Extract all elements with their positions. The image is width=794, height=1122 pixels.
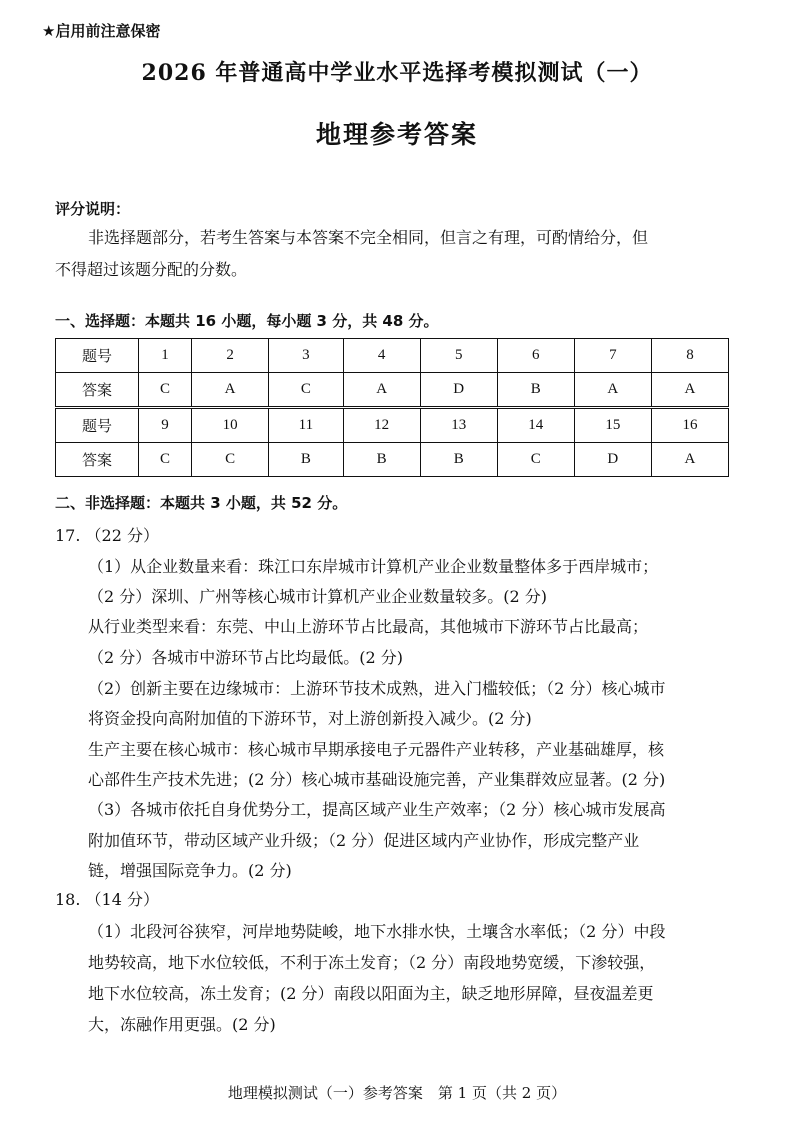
row-label-question: 题号 bbox=[56, 408, 139, 443]
answer-row-1 bbox=[56, 373, 729, 408]
answer-cell: C bbox=[192, 443, 269, 477]
question-number: 8 bbox=[651, 339, 728, 373]
confidential-label: ★启用前注意保密 bbox=[42, 22, 161, 40]
answer-cell: C bbox=[269, 373, 343, 408]
q17-line: 从行业类型来看：东莞、中山上游环节占比最高，其他城市下游环节占比最高； bbox=[88, 617, 649, 636]
answer-cell: B bbox=[497, 373, 574, 408]
q18-line: （1）北段河谷狭窄，河岸地势陡峻，地下水排水快，土壤含水率低；（2 分）中段 bbox=[88, 922, 666, 941]
q17-line: 将资金投向高附加值的下游环节，对上游创新投入减少。(2 分) bbox=[88, 709, 532, 728]
row-label-question: 题号 bbox=[56, 339, 139, 373]
question-number: 7 bbox=[574, 339, 651, 373]
answer-cell: C bbox=[139, 373, 192, 408]
answer-cell: A bbox=[651, 443, 728, 477]
scoring-line-2: 不得超过该题分配的分数。 bbox=[55, 260, 248, 279]
answer-key-title: 地理参考答案 bbox=[315, 120, 478, 149]
question-number: 14 bbox=[497, 408, 574, 443]
answer-cell: C bbox=[497, 443, 574, 477]
q18-line: 地下水位较高，冻土发育；(2 分）南段以阳面为主，缺乏地形屏障，昼夜温差更 bbox=[88, 984, 654, 1003]
question-row-2 bbox=[56, 408, 729, 443]
q17-line: （1）从企业数量来看：珠江口东岸城市计算机产业企业数量整体多于西岸城市； bbox=[88, 557, 659, 576]
answer-cell: C bbox=[139, 443, 192, 477]
answer-cell: B bbox=[269, 443, 343, 477]
page-footer: 地理模拟测试（一）参考答案 第 1 页（共 2 页） bbox=[227, 1084, 567, 1102]
q17-line: （2 分）各城市中游环节占比均最低。(2 分) bbox=[88, 648, 404, 667]
q17-line: （3）各城市依托自身优势分工，提高区域产业生产效率；（2 分）核心城市发展高 bbox=[88, 800, 666, 819]
answer-cell: A bbox=[651, 373, 728, 408]
q17-label: 17. （22 分） bbox=[55, 526, 159, 545]
question-number: 9 bbox=[139, 408, 192, 443]
question-number: 12 bbox=[343, 408, 420, 443]
part2-heading: 二、非选择题：本题共 3 小题，共 52 分。 bbox=[55, 494, 348, 512]
q17-line: （2 分）深圳、广州等核心城市计算机产业企业数量较多。(2 分) bbox=[88, 587, 548, 606]
question-number: 13 bbox=[420, 408, 497, 443]
q17-line: （2）创新主要在边缘城市：上游环节技术成熟，进入门槛较低；（2 分）核心城市 bbox=[88, 679, 666, 698]
question-number: 11 bbox=[269, 408, 343, 443]
answer-cell: D bbox=[574, 443, 651, 477]
q18-line: 地势较高，地下水位较低，不利于冻土发育；（2 分）南段地势宽缓，下渗较强， bbox=[88, 953, 656, 972]
q18-line: 大，冻融作用更强。(2 分) bbox=[88, 1015, 276, 1034]
answer-cell: A bbox=[192, 373, 269, 408]
row-label-answer: 答案 bbox=[56, 373, 139, 408]
question-number: 1 bbox=[139, 339, 192, 373]
q17-line: 心部件生产技术先进；(2 分）核心城市基础设施完善，产业集群效应显著。(2 分) bbox=[88, 770, 666, 789]
scoring-line-1: 非选择题部分，若考生答案与本答案不完全相同，但言之有理，可酌情给分，但 bbox=[88, 228, 649, 247]
answer-cell: A bbox=[343, 373, 420, 408]
answer-cell: D bbox=[420, 373, 497, 408]
question-number: 10 bbox=[192, 408, 269, 443]
question-number: 2 bbox=[192, 339, 269, 373]
row-label-answer: 答案 bbox=[56, 443, 139, 477]
question-number: 6 bbox=[497, 339, 574, 373]
part1-heading: 一、选择题：本题共 16 小题，每小题 3 分，共 48 分。 bbox=[55, 312, 439, 330]
answer-cell: B bbox=[343, 443, 420, 477]
q17-line: 附加值环节，带动区域产业升级；（2 分）促进区域内产业协作，形成完整产业 bbox=[88, 831, 640, 850]
scoring-heading: 评分说明： bbox=[55, 200, 131, 218]
q17-line: 生产主要在核心城市：核心城市早期承接电子元器件产业转移，产业基础雄厚，核 bbox=[88, 740, 665, 759]
answer-row-2 bbox=[56, 443, 729, 477]
question-row-1 bbox=[56, 339, 729, 373]
q18-label: 18. （14 分） bbox=[55, 890, 159, 909]
question-number: 5 bbox=[420, 339, 497, 373]
answer-cell: A bbox=[574, 373, 651, 408]
answer-cell: B bbox=[420, 443, 497, 477]
question-number: 15 bbox=[574, 408, 651, 443]
question-number: 16 bbox=[651, 408, 728, 443]
answer-table bbox=[55, 338, 729, 477]
question-number: 3 bbox=[269, 339, 343, 373]
question-number: 4 bbox=[343, 339, 420, 373]
q17-line: 链，增强国际竞争力。(2 分) bbox=[88, 861, 292, 880]
exam-title: 2026 年普通高中学业水平选择考模拟测试（一） bbox=[141, 60, 653, 86]
